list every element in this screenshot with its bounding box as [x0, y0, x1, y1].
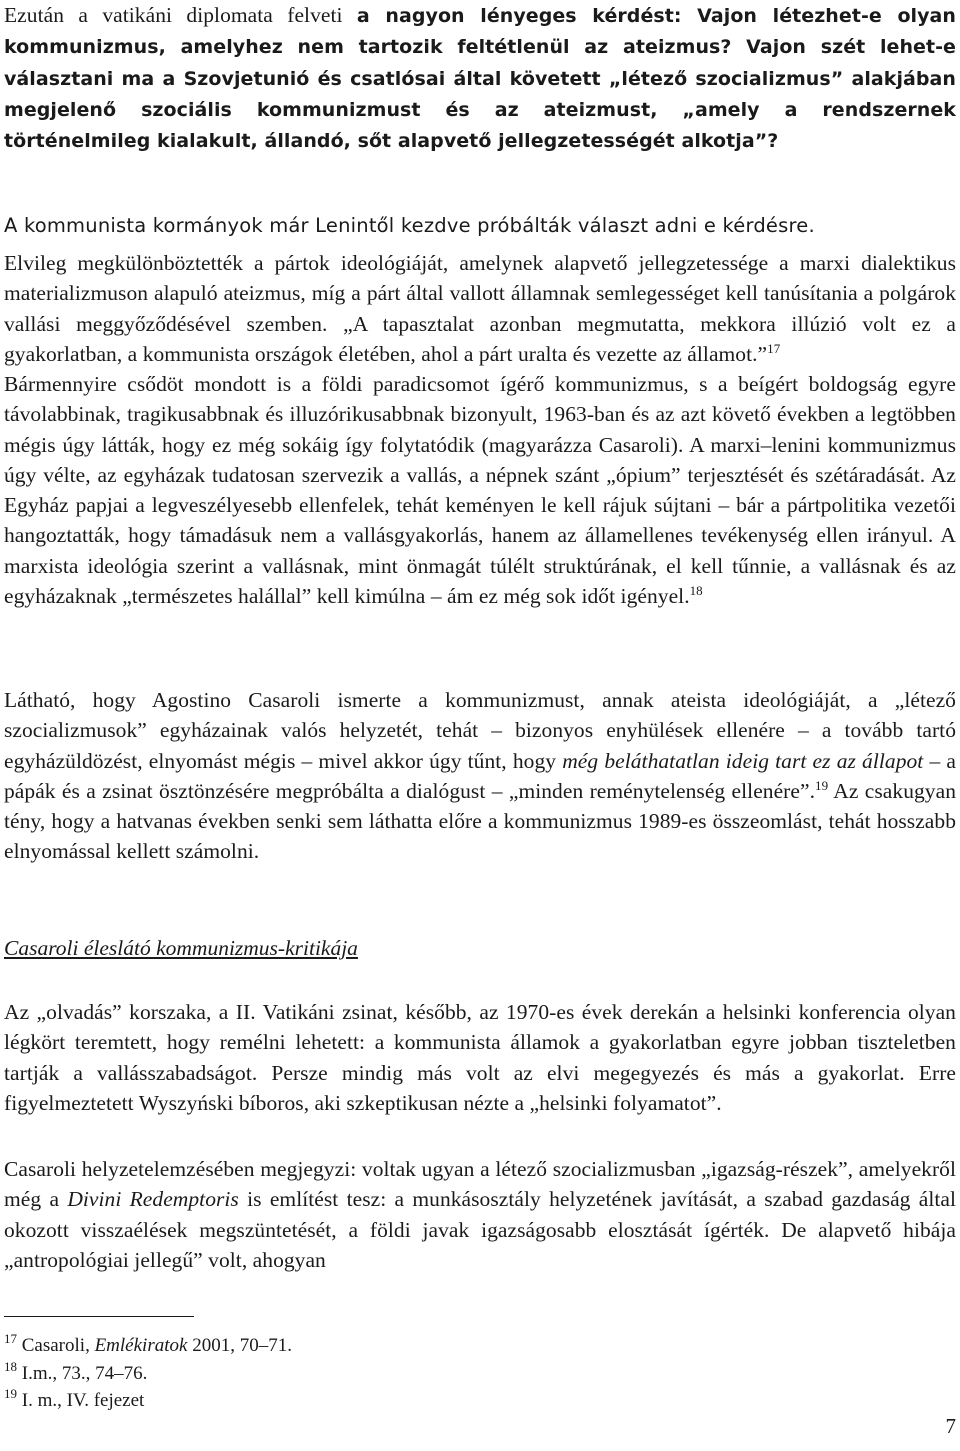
- footnotes: [4, 1332, 292, 1415]
- paragraph-communism-failure: [4, 369, 956, 611]
- paragraph-analysis-text-2: is említést tesz: a munkásosztály helyzetének javítását, a szabad gazdaság által okozott visszaélések megszüntetését, a földi javak igazságosabb elosztását ígérték. De alapvető hibája „antropológiai jellegű” volt, ahogyan: [4, 1187, 956, 1272]
- footnote-number: 18: [4, 1358, 17, 1374]
- paragraph-dialogue-text-1: Látható, hogy Agostino Casaroli ismerte a kommunizmust, annak ateista ideológiáját, a „létező szocializmusok” egyházainak valós helyzetét, tehát – bizonyos enyhülések ellenére – a tovább tartó egyházüldözést, elnyomást mégis – mivel akkor úgy tűnt, hogy: [4, 688, 956, 773]
- footnote-text: I.m., 73., 74–76.: [17, 1362, 148, 1384]
- italic-title: Divini Redemptoris: [67, 1187, 239, 1212]
- footnote-18: [4, 1360, 292, 1388]
- footnote-text: I. m., IV. fejezet: [17, 1390, 145, 1411]
- paragraph-bold-question: a nagyon lényeges kérdést: Vajon létezhet-e olyan kommunizmus, amelyhez nem tartozik feltétlenül az ateizmus? Vajon szét lehet-e választani ma a Szovjetunió és csatlósai által követett „létező szocializmus” alakjában megjelenő szociális kommunizmust és az ateizmust, „amely a rendszernek történelmileg kialakult, állandó, sőt alapvető jellegzetességét alkotja”?: [4, 5, 957, 153]
- paragraph-intro-text: Ezután a vatikáni diplomata felveti: [4, 3, 357, 27]
- paragraph-question: [4, 0, 956, 156]
- footnote-number: 17: [4, 1331, 17, 1346]
- footnote-19: [4, 1387, 292, 1415]
- paragraph-communism-text: Bármennyire csődöt mondott is a földi paradicsomot ígérő kommunizmus, s a beígért boldogság egyre távolabbinak, tragikusabbnak és illuzórikusabbnak bizonyult, 1963-ban és az azt követő években a legtöbben mégis úgy látták, hogy ez még sokáig így folytatódik (magyarázza Casaroli). A marxi–lenini kommunizmus úgy vélte, az egyházak tudatosan szervezik a vallás, a népnek szánt „ópium” terjesztését és szétáradását. Az Egyház papjai a legveszélyesebb ellenfelek, tehát keményen le kell rájuk sújtani – bár a pártpolitika vezetői hangoztatták, hogy támadásuk nem a vallásgyakorlás, hanem az államellenes tevékenység ellen irányul. A marxista ideológia szerint a vallásnak, mint önmagát túlélt struktúrának, el kell tűnnie, a vallásnak és az egyházaknak „természetes halállal” kell kimúlna – ám ez még sok időt igényel.: [4, 372, 956, 609]
- paragraph-dialogue-text-2: – a pápák és a zsinat ösztönzésére megpróbálta a dialógust – „minden reménytelenség ellenére”.: [4, 748, 956, 803]
- footnote-text: Casaroli,: [17, 1335, 95, 1356]
- paragraph-analysis: [4, 1154, 956, 1275]
- footnote-ref-18: 18: [689, 583, 703, 599]
- paragraph-ideology-text: Elvileg megkülönböztették a pártok ideológiáját, amelynek alapvető jellegzetessége a marxi dialektikus materializmuson alapuló ateizmus, míg a párt által vallott államnak semlegességet kell tanúsítania a polgárok vallási meggyőződésével szemben. „A tapasztalat azonban megmutatta, mekkora illúzió volt ez a gyakorlatban, a kommunista országok életében, ahol a párt uralta és vezette az államot.”: [4, 251, 956, 366]
- section-heading: Casaroli éleslátó kommunizmus-kritikája: [4, 936, 358, 960]
- footnote-ref-19: 19: [815, 777, 829, 793]
- italic-phrase: még beláthatatlan ideig tart ez az állapot: [562, 748, 924, 773]
- footnote-divider: [4, 1316, 194, 1317]
- footnote-text: 2001, 70–71.: [187, 1335, 292, 1356]
- footnote-number: 19: [4, 1386, 17, 1401]
- footnote-italic: Emlékiratok: [94, 1335, 188, 1356]
- paragraph-thaw: Az „olvadás” korszaka, a II. Vatikáni zsinat, később, az 1970-es évek derekán a helsinki konferencia olyan légkört teremtett, hogy remélni lehetett: a kommunista államok a gyakorlatban egyre jobban tiszteletben tartják a vallásszabadságot. Persze mindig más volt az elvi megegyezés és más a gyakorlat. Erre figyelmeztetett Wyszyński bíboros, aki szkeptikusan nézte a „helsinki folyamatot”.: [4, 1000, 956, 1115]
- paragraph-lenin: A kommunista kormányok már Lenintől kezdve próbálták választ adni e kérdésre.: [4, 214, 815, 237]
- paragraph-analysis-text-1: Casaroli helyzetelemzésében megjegyzi: voltak ugyan a létező szocializmusban „igazság-részek”, amelyekről még a: [4, 1157, 956, 1212]
- page-number: 7: [945, 1414, 956, 1438]
- paragraph-casaroli-dialogue: [4, 685, 956, 867]
- paragraph-ideology: [4, 248, 956, 369]
- paragraph-dialogue-text-3: Az csakugyan tény, hogy a hatvanas években senki sem láthatta előre a kommunizmus 1989-es összeomlást, tehát hosszabb elnyomással kellett számolni.: [4, 778, 956, 864]
- footnote-ref-17: 17: [767, 340, 781, 356]
- footnote-17: [4, 1332, 292, 1360]
